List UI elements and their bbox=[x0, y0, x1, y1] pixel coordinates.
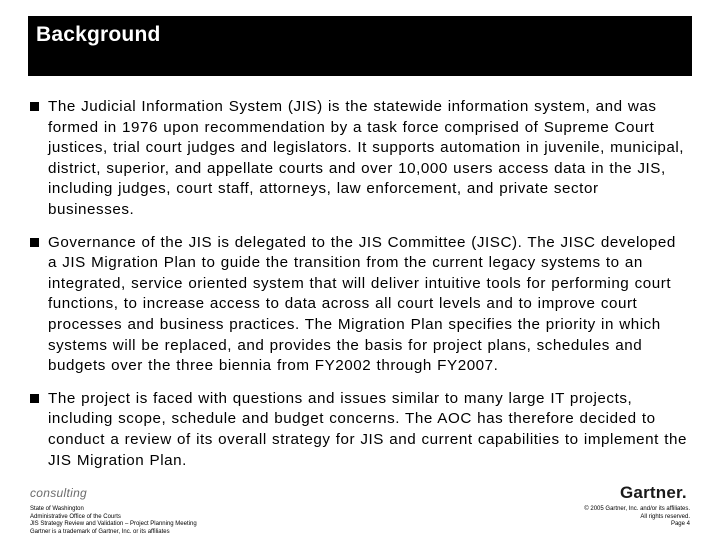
footer-left bbox=[30, 506, 197, 536]
gartner-logo: Gartner. bbox=[620, 483, 687, 502]
square-bullet-icon bbox=[30, 394, 39, 403]
title-bar bbox=[28, 16, 692, 76]
bullet-text: Governance of the JIS is delegated to the JIS Committee (JISC). The JISC developed a JIS Migration Plan to guide the transition from the current legacy systems to an integrated, service oriented system that will deliver intuitive tools for performing court functions, to increase access to data across all court levels and to improve court processes and business practices. The Migration Plan specifies the priority in which systems will be replaced, and provides the basis for project plans, schedules and budgets over the three biennia from FY2002 through FY2007. bbox=[48, 233, 676, 375]
list-item bbox=[30, 233, 690, 377]
page-number: Page 4 bbox=[670, 521, 690, 528]
list-item bbox=[30, 97, 690, 221]
list-item bbox=[30, 389, 690, 471]
consulting-label: consulting bbox=[30, 486, 88, 500]
footer-right bbox=[584, 506, 690, 529]
footer-line: Gartner is a trademark of Gartner, Inc. or its affiliates bbox=[30, 528, 170, 535]
footer-line: State of Washington bbox=[30, 506, 84, 512]
bullet-text: The project is faced with questions and issues similar to many large IT projects, including scope, schedule and budget concerns. The AOC has therefore decided to conduct a review of its overall strategy for JIS and current capabilities to implement the JIS Migration Plan. bbox=[48, 389, 687, 469]
square-bullet-icon bbox=[30, 102, 39, 111]
bullet-text: The Judicial Information System (JIS) is the statewide information system, and was formed in 1976 upon recommendation by a task force comprised of Supreme Court justices, trial court judges and legislators. It supports automation in juvenile, municipal, district, superior, and appellate courts and over 10,000 users access data in the JIS, including judges, court staff, attorneys, law enforcement, and private sector businesses. bbox=[48, 98, 685, 218]
page-title: Background bbox=[36, 23, 161, 46]
rights-line: All rights reserved. bbox=[640, 513, 690, 520]
footer-line: JIS Strategy Review and Validation – Project Planning Meeting bbox=[30, 521, 197, 528]
copyright-line: © 2005 Gartner, Inc. and/or its affiliates. bbox=[584, 506, 690, 512]
footer-line: Administrative Office of the Courts bbox=[30, 513, 121, 520]
bullet-list bbox=[30, 97, 690, 483]
square-bullet-icon bbox=[30, 238, 39, 247]
